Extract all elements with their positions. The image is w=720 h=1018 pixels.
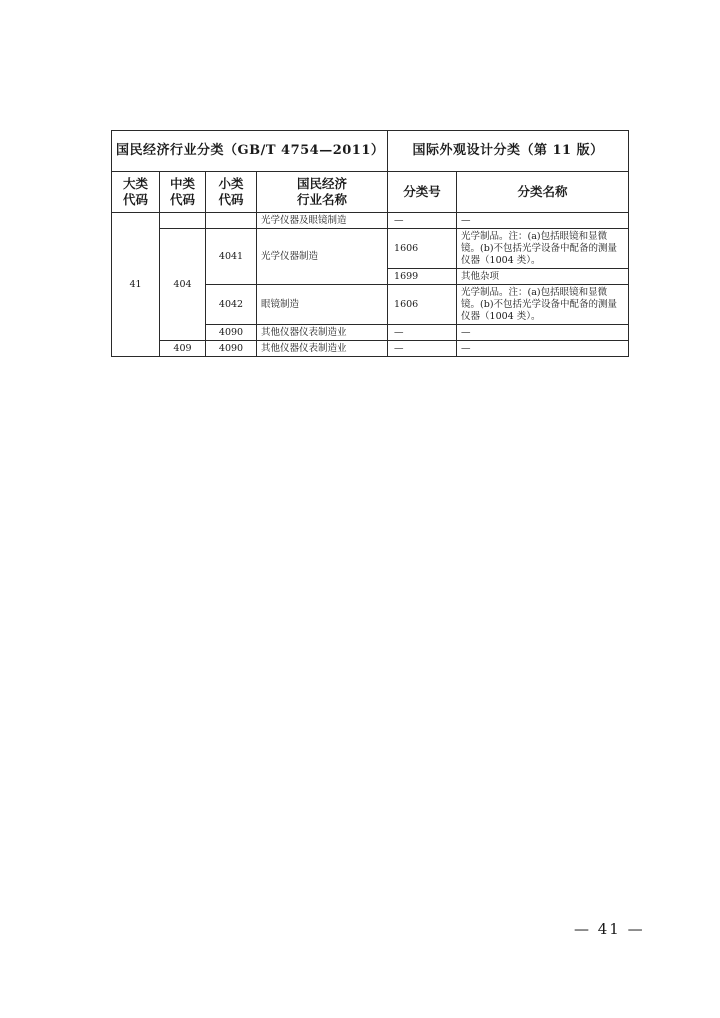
- class-name-cell: —: [457, 325, 629, 341]
- class-name-cell: 其他杂项: [457, 269, 629, 285]
- minor-code-cell: 4041: [206, 229, 257, 285]
- column-header-class-number: 分类号: [388, 172, 457, 213]
- class-number-cell: 1606: [388, 285, 457, 325]
- class-name-cell: 光学制品。注：(a)包括眼镜和显微镜。(b)不包括光学设备中配备的测量仪器（1004 类）。: [457, 285, 629, 325]
- class-name-cell: 光学制品。注：(a)包括眼镜和显微镜。(b)不包括光学设备中配备的测量仪器（1004 类）。: [457, 229, 629, 269]
- minor-code-cell: 4042: [206, 285, 257, 325]
- industry-name-cell: 光学仪器制造: [257, 229, 388, 285]
- column-header-medium-code: 中类 代码: [160, 172, 206, 213]
- class-number-cell: —: [388, 341, 457, 357]
- medium-code-cell: 404: [160, 229, 206, 341]
- class-name-cell: —: [457, 213, 629, 229]
- column-header-class-name: 分类名称: [457, 172, 629, 213]
- class-number-cell: —: [388, 325, 457, 341]
- industry-design-classification-table: [111, 130, 629, 357]
- column-header-minor-code: 小类 代码: [206, 172, 257, 213]
- page-number: — 41 —: [574, 920, 645, 938]
- class-number-cell: 1606: [388, 229, 457, 269]
- group-header-design: 国际外观设计分类（第 11 版）: [388, 131, 629, 172]
- class-name-cell: —: [457, 341, 629, 357]
- industry-name-cell: 其他仪器仪表制造业: [257, 325, 388, 341]
- minor-code-cell: 4090: [206, 341, 257, 357]
- major-code-cell: 41: [112, 213, 160, 357]
- industry-name-cell: 其他仪器仪表制造业: [257, 341, 388, 357]
- medium-code-cell: 409: [160, 341, 206, 357]
- medium-code-cell: [160, 213, 206, 229]
- column-header-industry-name: 国民经济 行业名称: [257, 172, 388, 213]
- class-number-cell: 1699: [388, 269, 457, 285]
- class-number-cell: —: [388, 213, 457, 229]
- column-header-major-code: 大类 代码: [112, 172, 160, 213]
- group-header-industry: 国民经济行业分类（GB/T 4754—2011）: [112, 131, 388, 172]
- industry-name-cell: 眼镜制造: [257, 285, 388, 325]
- industry-name-cell: 光学仪器及眼镜制造: [257, 213, 388, 229]
- minor-code-cell: [206, 213, 257, 229]
- minor-code-cell: 4090: [206, 325, 257, 341]
